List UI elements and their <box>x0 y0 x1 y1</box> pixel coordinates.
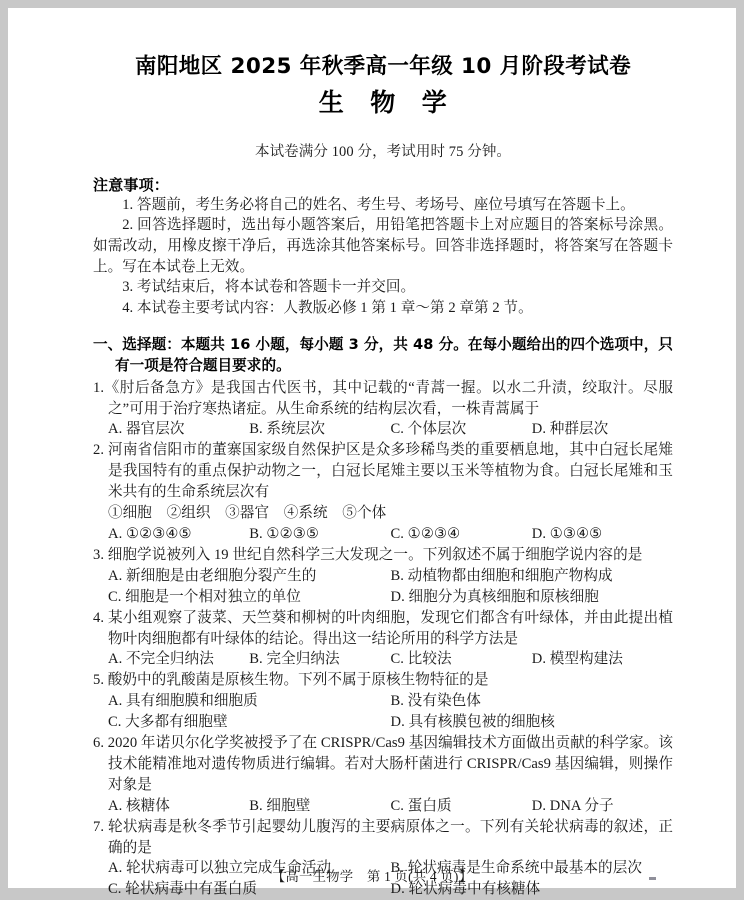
page-footer: 【高一生物学 第 1 页(共 4 页)】 <box>271 869 473 884</box>
option-a[interactable]: A. ①②③④⑤ <box>108 525 192 542</box>
corner-registration-mark <box>649 877 656 880</box>
question-2 <box>93 440 673 545</box>
notice-heading: 注意事项： <box>93 175 170 194</box>
option-d[interactable]: D. ①③④⑤ <box>531 525 603 542</box>
option-d[interactable]: D. 具有核膜包被的细胞核 <box>390 714 555 731</box>
notice-item: 2. 回答选择题时，选出每小题答案后，用铅笔把答题卡上对应题目的答案标号涂黑。如需改动，用橡皮擦干净后，再选涂其他答案标号。回答非选择题时，将答案写在答题卡上。写在本试卷上无效。 <box>93 217 673 275</box>
option-row <box>93 566 673 587</box>
exam-title: 南阳地区 2025 年秋季高一年级 10 月阶段考试卷 <box>134 54 631 79</box>
notice-item: 1. 答题前，考生务必将自己的姓名、考生号、考场号、座位号填写在答题卡上。 <box>122 196 635 213</box>
option-b[interactable]: B. 系统层次 <box>249 421 326 438</box>
score-and-time-note: 本试卷满分 100 分，考试用时 75 分钟。 <box>254 143 512 160</box>
option-c[interactable]: C. 个体层次 <box>390 421 467 438</box>
question-list <box>93 378 673 900</box>
option-a[interactable]: A. 不完全归纳法 <box>108 651 214 668</box>
subject-char-3: 学 <box>421 87 448 117</box>
page-content <box>93 8 673 898</box>
question-stem: 2. 河南省信阳市的董寨国家级自然保护区是众多珍稀鸟类的重要栖息地，其中白冠长尾雉是我国特有的重点保护动物之一，白冠长尾雉主要以玉米等植物为食。白冠长尾雉和玉米共有的生命系统层次有 <box>93 442 673 501</box>
exam-paper-page <box>8 8 736 898</box>
question-1 <box>93 378 673 441</box>
question-sub-items: ①细胞 ②组织 ③器官 ④系统 ⑤个体 <box>108 505 387 522</box>
option-b[interactable]: B. 动植物都由细胞和细胞产物构成 <box>390 567 613 584</box>
question-stem: 4. 某小组观察了菠菜、天竺葵和柳树的叶肉细胞，发现它们都含有叶绿体，并由此提出植物叶肉细胞都有叶绿体的结论。得出这一结论所用的科学方法是 <box>93 609 673 647</box>
subject-title <box>93 88 673 118</box>
option-c[interactable]: C. 细胞是一个相对独立的单位 <box>108 588 301 605</box>
option-a[interactable]: A. 新细胞是由老细胞分裂产生的 <box>108 567 317 584</box>
option-b[interactable]: B. ①②③⑤ <box>249 525 319 542</box>
question-3 <box>93 545 673 608</box>
question-5 <box>93 670 673 733</box>
question-stem: 1.《肘后备急方》是我国古代医书，其中记载的“青蒿一握。以水二升渍，绞取汁。尽服之”可用于治疗寒热诸症。从生命系统的结构层次看，一株青蒿属于 <box>93 379 673 417</box>
notice-item: 4. 本试卷主要考试内容：人教版必修 1 第 1 章～第 2 章第 2 节。 <box>122 299 533 316</box>
question-stem: 3. 细胞学说被列入 19 世纪自然科学三大发现之一。下列叙述不属于细胞学说内容的是 <box>93 546 643 563</box>
option-b[interactable]: B. 轮状病毒是生命系统中最基本的层次 <box>390 860 642 877</box>
option-c[interactable]: C. 轮状病毒中有蛋白质 <box>108 881 257 898</box>
option-row <box>93 796 673 817</box>
question-7 <box>93 817 673 900</box>
question-stem: 7. 轮状病毒是秋冬季节引起婴幼儿腹泻的主要病原体之一。下列有关轮状病毒的叙述，正确的是 <box>93 818 673 856</box>
option-a[interactable]: A. 核糖体 <box>108 797 170 814</box>
subject-char-1: 生 <box>318 87 345 117</box>
option-c[interactable]: C. 大多都有细胞壁 <box>108 714 228 731</box>
option-d[interactable]: D. 种群层次 <box>531 421 609 438</box>
option-row <box>93 649 673 670</box>
option-a[interactable]: A. 轮状病毒可以独立完成生命活动 <box>108 860 331 877</box>
option-c[interactable]: C. ①②③④ <box>390 525 461 542</box>
option-row <box>93 524 673 545</box>
option-row <box>93 419 673 440</box>
option-row <box>93 691 673 712</box>
option-d[interactable]: D. 轮状病毒中有核糖体 <box>390 881 541 898</box>
option-a[interactable]: A. 器官层次 <box>108 421 185 438</box>
subject-char-2: 物 <box>370 87 396 117</box>
option-d[interactable]: D. 模型构建法 <box>531 651 623 668</box>
option-d[interactable]: D. DNA 分子 <box>531 797 614 814</box>
question-stem: 6. 2020 年诺贝尔化学奖被授予了在 CRISPR/Cas9 基因编辑技术方面做出贡献的科学家。该技术能精准地对遗传物质进行编辑。若对大肠杆菌进行 CRISPR/Cas9 基因编辑，则操作对象是 <box>93 735 673 793</box>
option-c[interactable]: C. 蛋白质 <box>390 797 452 814</box>
notice-item: 3. 考试结束后，将本试卷和答题卡一并交回。 <box>122 279 416 296</box>
option-c[interactable]: C. 比较法 <box>390 651 452 668</box>
option-row <box>93 587 673 608</box>
option-a[interactable]: A. 具有细胞膜和细胞质 <box>108 693 258 710</box>
question-4 <box>93 608 673 671</box>
notice-body <box>93 195 673 319</box>
option-d[interactable]: D. 细胞分为真核细胞和原核细胞 <box>390 588 599 605</box>
question-stem: 5. 酸奶中的乳酸菌是原核生物。下列不属于原核生物特征的是 <box>93 672 489 689</box>
option-b[interactable]: B. 细胞壁 <box>249 797 311 814</box>
option-row <box>93 712 673 733</box>
option-b[interactable]: B. 完全归纳法 <box>249 651 340 668</box>
section-heading-choice: 一、选择题：本题共 16 小题，每小题 3 分，共 48 分。在每小题给出的四个选项中，只有一项是符合题目要求的。 <box>93 336 673 375</box>
question-6 <box>93 733 673 817</box>
option-b[interactable]: B. 没有染色体 <box>390 693 481 710</box>
